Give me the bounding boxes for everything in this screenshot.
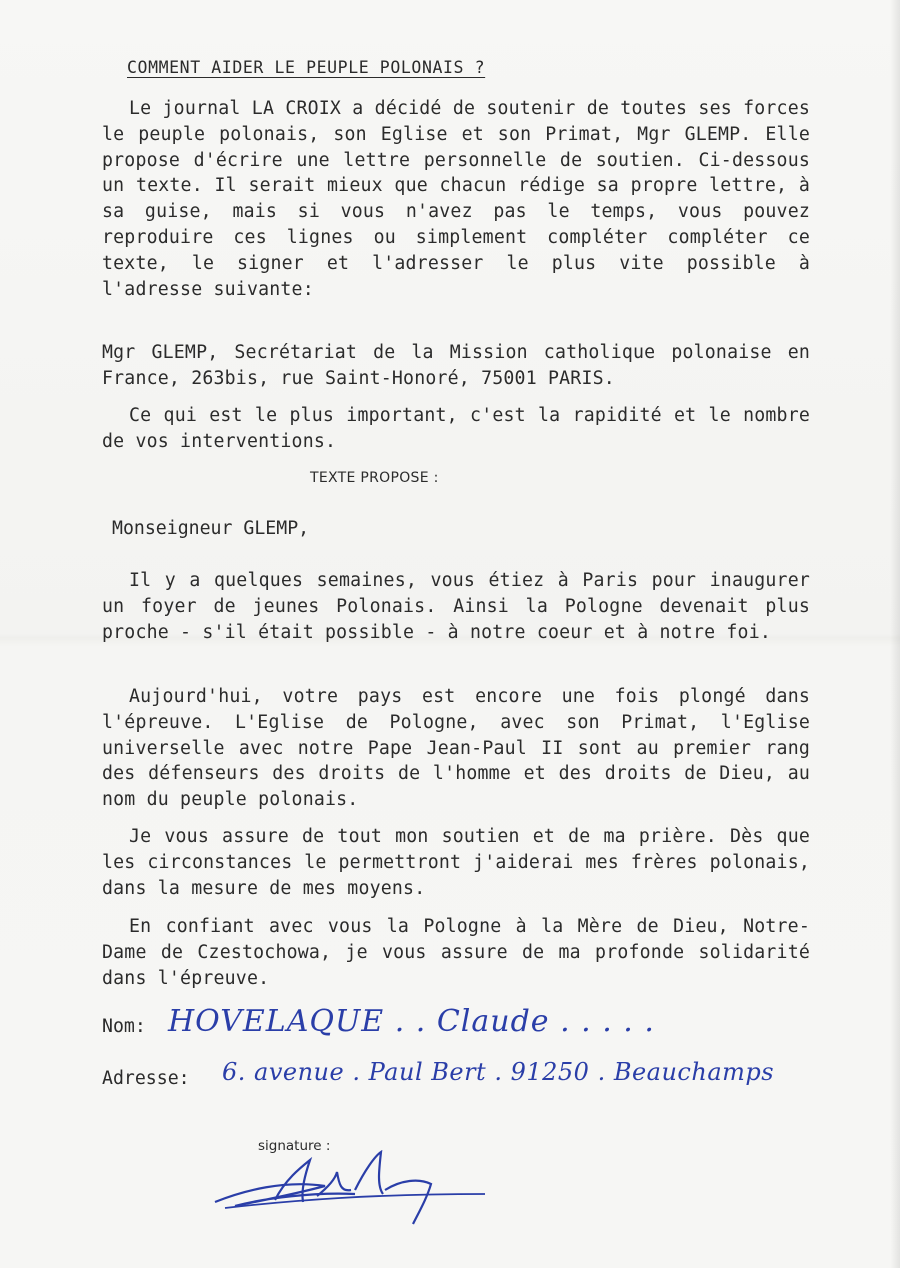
letter-paragraph-1: Il y a quelques semaines, vous étiez à Paris pour inaugurer un foyer de jeunes Polonais. Ainsi la Pologne devenait plus proche - s'il était possible - à notre coeur et à notre foi. [102,570,810,643]
letter-paragraph-2: Aujourd'hui, votre pays est encore une fois plongé dans l'épreuve. L'Eglise de Pologne, avec son Primat, l'Eglise universelle avec notre Pape Jean-Paul II sont au premier rang des défenseurs des droits de l'homme et des droits de Dieu, au nom du peuple polonais. [102,686,810,811]
document-title: COMMENT AIDER LE PEUPLE POLONAIS ? [127,58,486,77]
handwritten-signature [205,1150,505,1230]
proposed-text-label: TEXTE PROPOSE : [310,470,439,486]
intro-paragraph-address: Mgr GLEMP, Secrétariat de la Mission catholique polonaise en France, 263bis, rue Saint-Honoré, 75001 PARIS. [102,342,810,389]
signature-label: signature : [258,1138,331,1154]
name-handwritten-value: HOVELAQUE . . Claude . . . . . [168,1004,655,1039]
address-handwritten-value: 6. avenue . Paul Bert . 91250 . Beauchamps [222,1058,775,1086]
name-label: Nom: [102,1016,146,1037]
address-label: Adresse: [102,1068,190,1089]
letter-paragraph-4: En confiant avec vous la Pologne à la Mère de Dieu, Notre-Dame de Czestochowa, je vous assure de ma profonde solidarité dans l'épreuve. [102,916,810,989]
paper-edge-shadow [890,0,900,1268]
intro-paragraph-1: Le journal LA CROIX a décidé de soutenir de toutes ses forces le peuple polonais, son Eglise et son Primat, Mgr GLEMP. Elle propose d'écrire une lettre personnelle de soutien. Ci-dessous un texte. Il serait mieux que chacun rédige sa propre lettre, à sa guise, mais si vous n'avez pas le temps, vous pouvez reproduire ces lignes ou simplement compléter compléter ce texte, le signer et l'adresser le plus vite possible à l'adresse suivante: [102,98,810,300]
intro-paragraph-3: Ce qui est le plus important, c'est la rapidité et le nombre de vos interventions. [102,405,810,452]
letter-salutation: Monseigneur GLEMP, [112,518,310,539]
letter-paragraph-3: Je vous assure de tout mon soutien et de ma prière. Dès que les circonstances le permettront j'aiderai mes frères polonais, dans la mesure de mes moyens. [102,826,810,899]
